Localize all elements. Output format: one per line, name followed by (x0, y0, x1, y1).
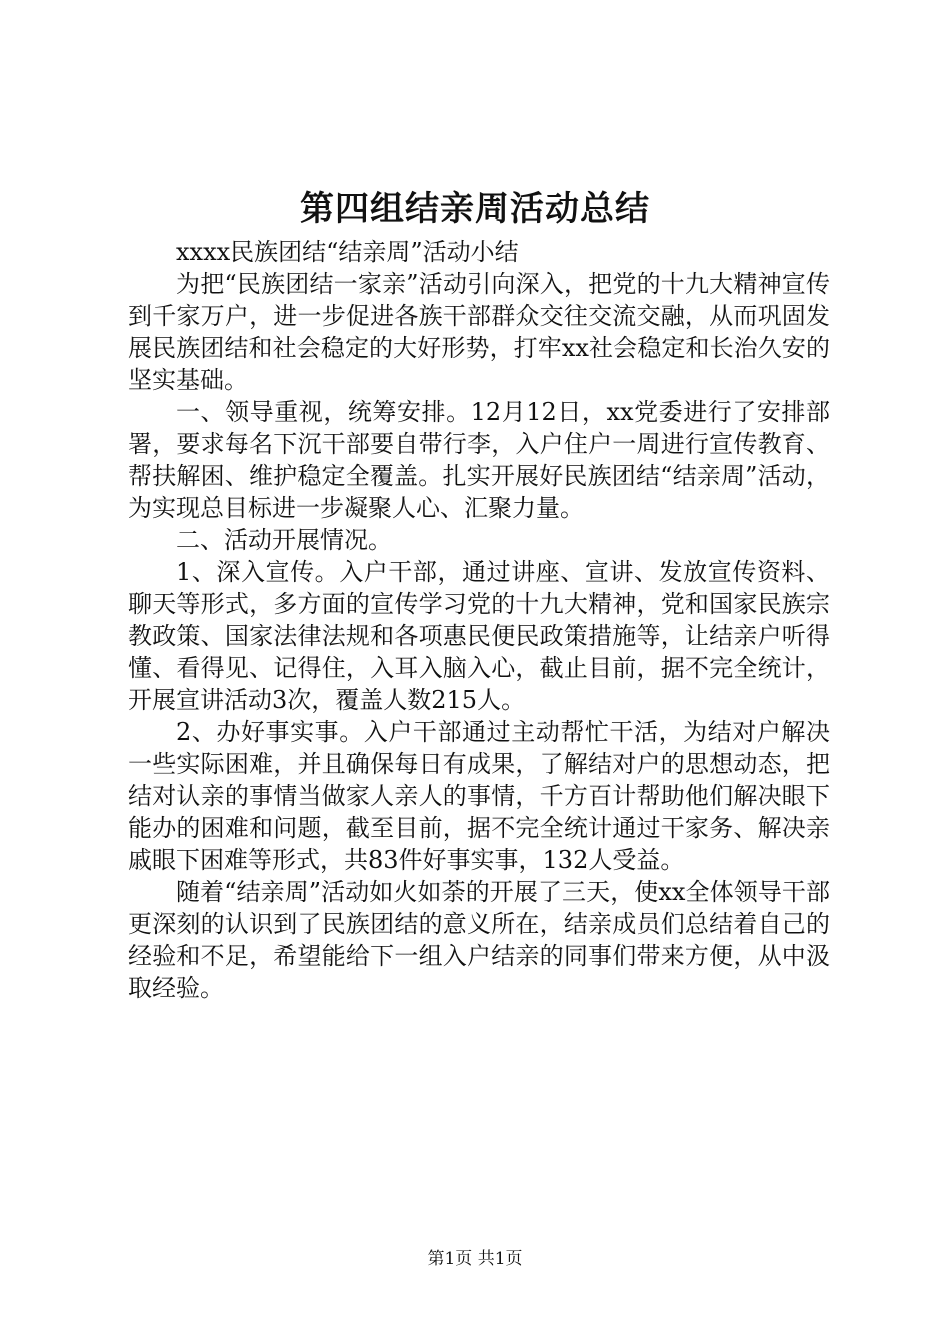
paragraph-item-1: 1、深入宣传。入户干部，通过讲座、宣讲、发放宣传资料、聊天等形式，多方面的宣传学习党的十九大精神，党和国家民族宗教政策、国家法律法规和各项惠民便民政策措施等，让结亲户听得懂、看得见、记得住，入耳入脑入心，截止目前，据不完全统计，开展宣讲活动3次，覆盖人数215人。 (128, 558, 830, 714)
paragraph-conclusion: 随着“结亲周”活动如火如荼的开展了三天，使xx全体领导干部更深刻的认识到了民族团结的意义所在，结亲成员们总结着自己的经验和不足，希望能给下一组入户结亲的同事们带来方便，从中汲取经验。 (128, 878, 830, 1002)
paragraph-subtitle: xxxx民族团结“结亲周”活动小结 (176, 238, 519, 266)
document-title: 第四组结亲周活动总结 (300, 189, 650, 229)
paragraph-item-2: 2、办好事实事。入户干部通过主动帮忙干活，为结对户解决一些实际困难，并且确保每日有成果，了解结对户的思想动态，把结对认亲的事情当做家人亲人的事情，千方百计帮助他们解决眼下能办的困难和问题，截至目前，据不完全统计通过干家务、解决亲戚眼下困难等形式，共83件好事实事，132人受益。 (128, 718, 830, 874)
document-body (128, 236, 830, 1004)
page-number-footer: 第1页 共1页 (427, 1249, 523, 1269)
paragraph-section-1: 一、领导重视，统筹安排。12月12日，xx党委进行了安排部署，要求每名下沉干部要自带行李，入户住户一周进行宣传教育、帮扶解困、维护稳定全覆盖。扎实开展好民族团结“结亲周”活动，为实现总目标进一步凝聚人心、汇聚力量。 (128, 398, 830, 522)
paragraph-intro: 为把“民族团结一家亲”活动引向深入，把党的十九大精神宣传到千家万户，进一步促进各族干部群众交往交流交融，从而巩固发展民族团结和社会稳定的大好形势，打牢xx社会稳定和长治久安的坚实基础。 (128, 270, 830, 394)
paragraph-section-2-heading: 二、活动开展情况。 (176, 526, 392, 554)
